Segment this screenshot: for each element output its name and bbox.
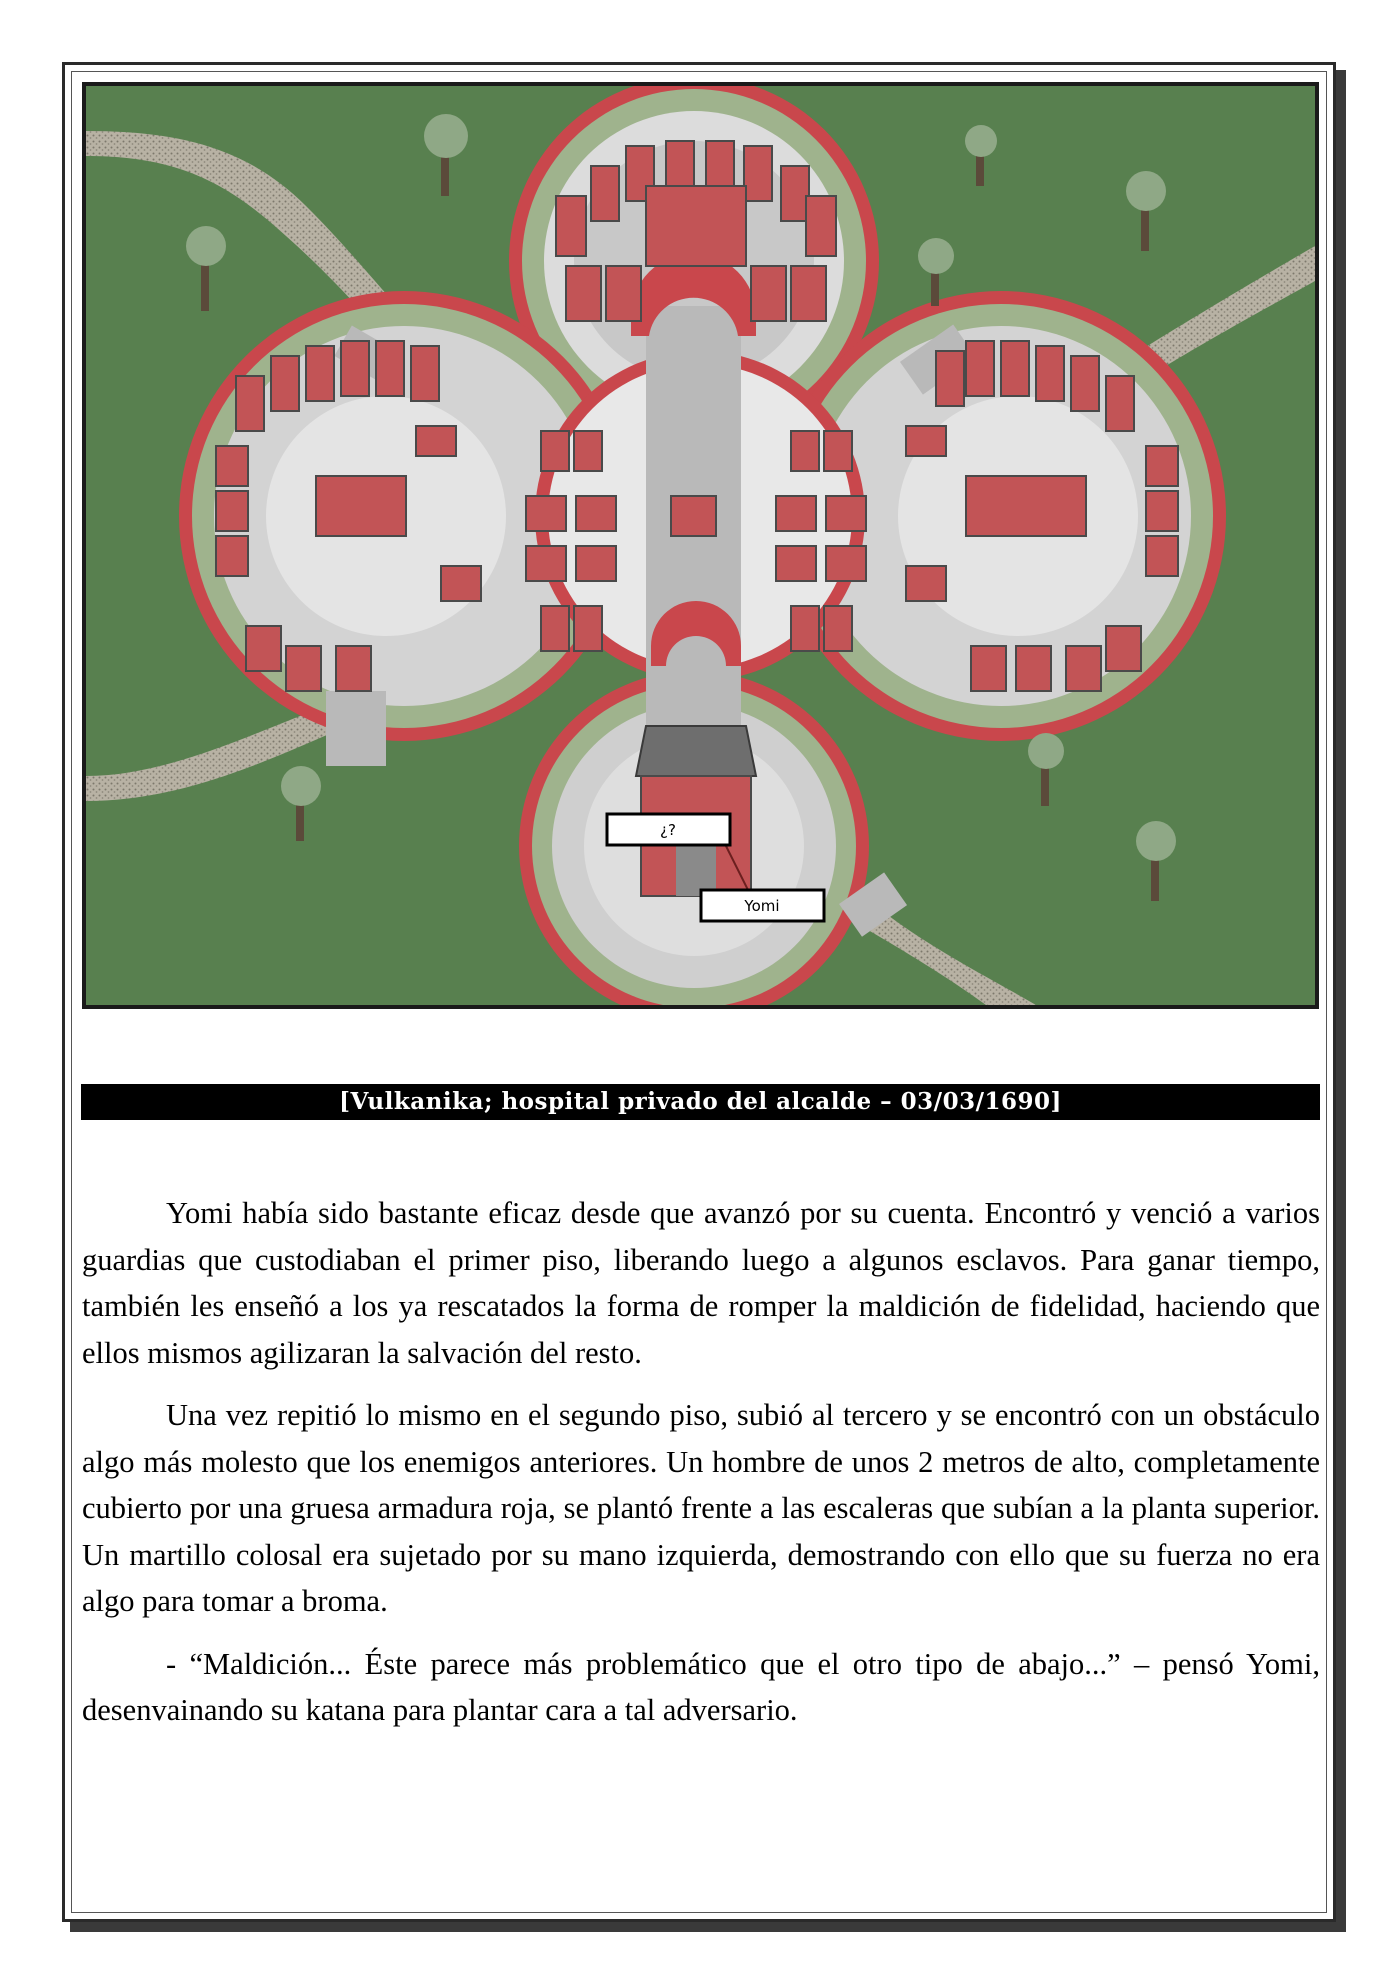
paragraph: Yomi había sido bastante eficaz desde que avanzó por su cuenta. Encontró y venció a varios guardias que custodiaban el primer piso, liberando luego a algunos esclavos. Para ganar tiempo, también les enseñó a los ya rescatados la forma de romper la maldición de fidelidad, haciendo que ellos mismos agilizaran la salvación del resto. xyxy=(82,1196,1320,1370)
story-text xyxy=(82,1190,1320,1750)
hospital-map xyxy=(82,82,1319,1009)
scene-caption: [Vulkanika; hospital privado del alcalde – 03/03/1690] xyxy=(81,1084,1320,1120)
gate-west xyxy=(326,691,386,766)
yomi-label: Yomi xyxy=(744,897,780,915)
paragraph: - “Maldición... Éste parece más problemático que el otro tipo de abajo...” – pensó Yomi, desenvainando su katana para plantar cara a tal adversario. xyxy=(82,1646,1320,1727)
paragraph: Una vez repitió lo mismo en el segundo piso, subió al tercero y se encontró con un obstáculo algo más molesto que los enemigos anteriores. Un hombre de unos 2 metros de alto, completamente cubierto por una gruesa armadura roja, se plantó frente a las escaleras que subían a la planta superior. Un martillo colosal era sujetado por su mano izquierda, demostrando con ello que su fuerza no era algo para tomar a broma. xyxy=(82,1398,1320,1618)
unknown-label: ¿? xyxy=(660,821,676,839)
